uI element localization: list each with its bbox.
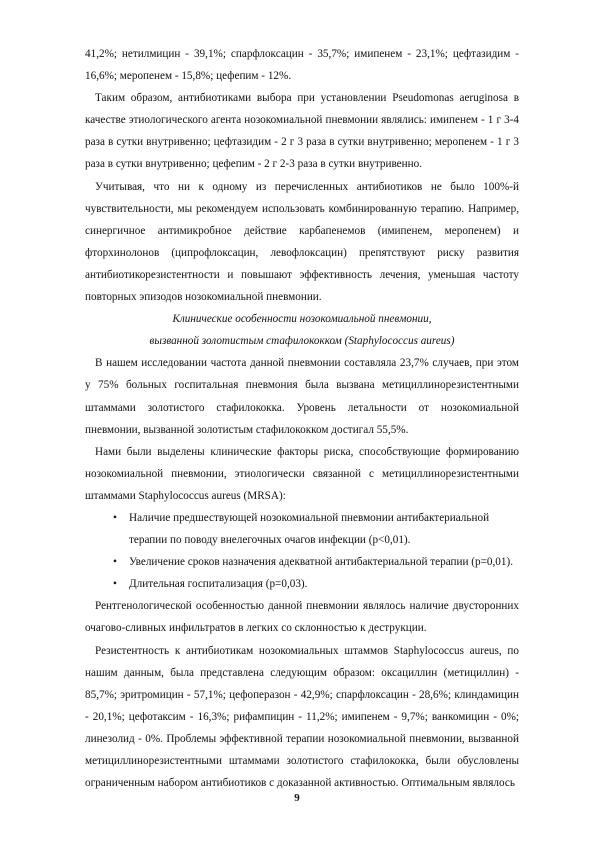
paragraph-antibiotics-of-choice: Таким образом, антибиотиками выбора при установлении Pseudomonas aeruginosa в качестве этиологического агента нозокомиальной пневмонии являлись: имипенем - 1 г 3-4 раза в сутки внутривенно; цефтазидим - 2 г 3 раза в сутки внутривенно; меропенем - 1 г 3 раза в сутки внутривенно; цефепим - 2 г 2-3 раза в сутки внутривенно.: [85, 92, 519, 171]
body-text: [85, 43, 519, 794]
section-heading-line-1: Клинические особенности нозокомиальной пневмонии,: [172, 313, 432, 326]
paragraph-frequency: В нашем исследовании частота данной пневмонии составляла 23,7% случаев, при этом у 75% больных госпитальная пневмония была вызвана метициллинорезистентными штаммами золотистого стафилококка. Уровень летальности от нозокомиальной пневмонии, вызванной золотистым стафилококком достигал 55,5%.: [85, 357, 519, 436]
paragraph-risk-factors: Нами были выделены клинические факторы риска, способствующие формированию нозокомиальной пневмонии, этиологически связанной с метициллинорезистентными штаммами Staphylococcus aureus (MRSA):: [85, 445, 519, 502]
list-item-text: Наличие предшествующей нозокомиальной пневмонии антибактериальной терапии по поводу внелегочных очагов инфекции (р<0,01).: [129, 511, 490, 547]
bullet-icon: •: [113, 578, 117, 591]
list-item: [85, 573, 519, 595]
section-heading-line-2: вызванной золотистым стафилококком (Staphylococcus aureus): [149, 335, 455, 348]
risk-factor-list: [85, 507, 519, 595]
page-number: 9: [294, 792, 300, 804]
list-item-text: Увеличение сроков назначения адекватной антибактериальной терапии (р=0,01).: [129, 556, 514, 569]
list-item-text: Длительная госпитализация (р=0,03).: [129, 578, 308, 591]
paragraph-resistance-pseudomonas: 41,2%; нетилмицин - 39,1%; спарфлоксацин - 35,7%; имипенем - 23,1%; цефтазидим - 16,6%; меропенем - 15,8%; цефепим - 12%.: [85, 48, 519, 83]
bullet-icon: •: [113, 556, 117, 569]
list-item: [85, 507, 519, 551]
paragraph-resistance-staphylococcus: Резистентность к антибиотикам нозокомиальных штаммов Staphylococcus aureus, по нашим данным, была представлена следующим образом: оксациллин (метициллин) - 85,7%; эритромицин - 57,1%; цефоперазон - 42,9%; спарфлоксацин - 28,6%; клиндамицин - 20,1%; цефотаксим - 16,3%; рифампицин - 11,2%; имипенем - 9,7%; ванкомицин - 0%; линезолид - 0%. Проблемы эффективной терапии нозокомиальной пневмонии, вызванной метициллинорезистентными штаммами золотистого стафилококка, были обусловлены ограниченным набором антибиотиков с доказанной активностью. Оптимальным являлось: [85, 644, 519, 790]
list-item: [85, 551, 519, 573]
bullet-icon: •: [113, 511, 117, 524]
paragraph-radiology: Рентгенологической особенностью данной пневмонии являлось наличие двусторонних очагово-сливных инфильтратов в легких со склонностью к деструкции.: [85, 600, 519, 635]
paragraph-combined-therapy: Учитывая, что ни к одному из перечисленных антибиотиков не было 100%-й чувствительности, мы рекомендуем использовать комбинированную терапию. Например, синергичное антимикробное действие карбапенемов (имипенем, меропенем) и фторхинолонов (ципрофлоксацин, левофлоксацин) препятствуют риску развития антибиотикорезистентности и повышают эффективность лечения, уменьшая частоту повторных эпизодов нозокомиальной пневмонии.: [85, 180, 519, 304]
